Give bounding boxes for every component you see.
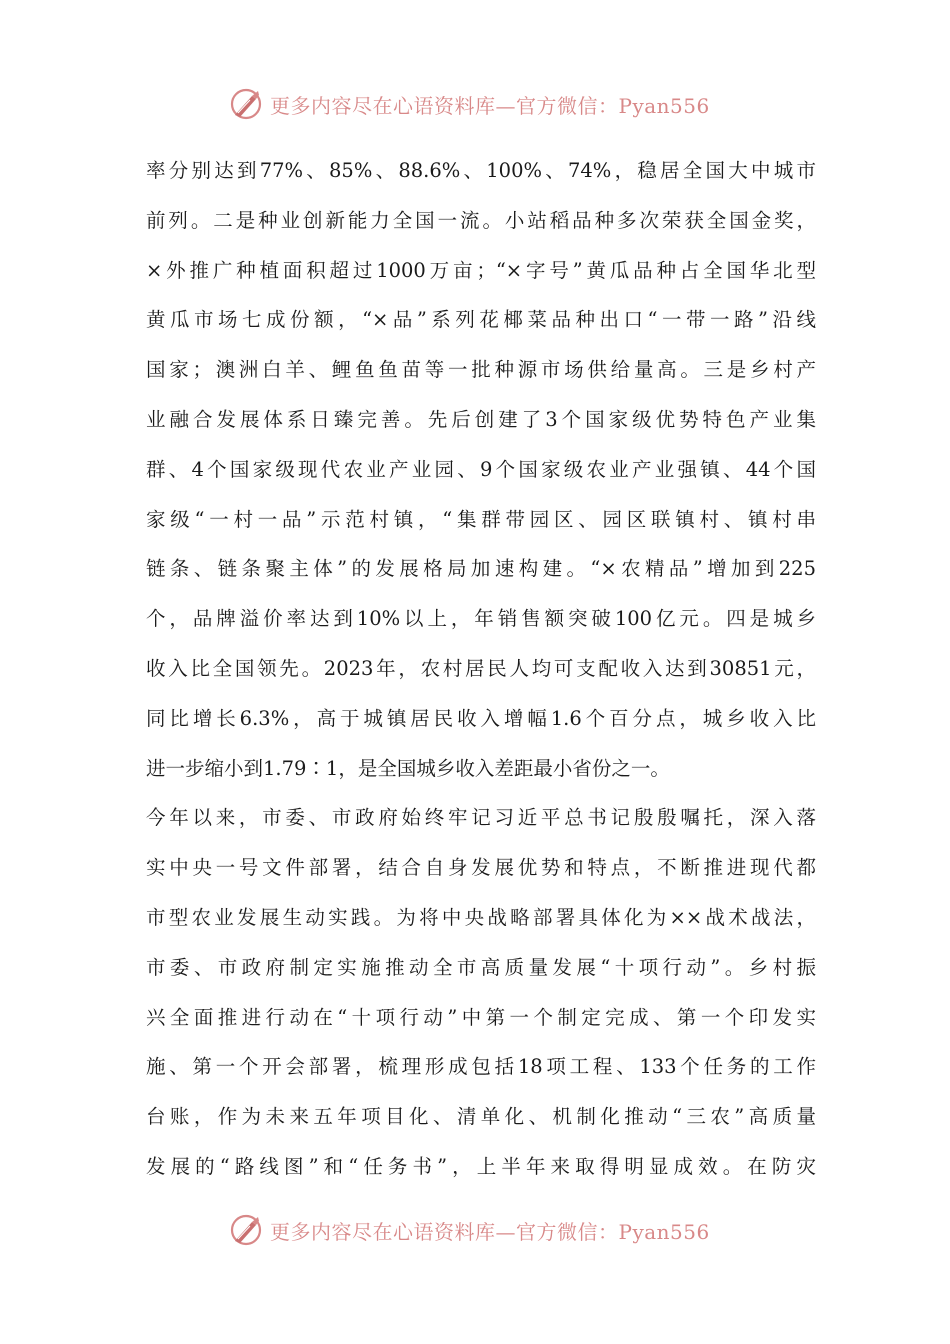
text-line: 市委、市政府制定实施推动全市高质量发展“十项行动”。乡村振	[146, 955, 816, 979]
text-line: ×外推广种植面积超过1000万亩；“×字号”黄瓜品种占全国华北型	[146, 258, 816, 282]
text-line: 业融合发展体系日臻完善。先后创建了3个国家级优势特色产业集	[146, 407, 816, 431]
text-line: 前列。二是种业创新能力全国一流。小站稻品种多次荣获全国金奖，	[146, 208, 816, 232]
pen-nib-circle-icon	[228, 86, 264, 122]
text-line: 同比增长6.3%，高于城镇居民收入增幅1.6个百分点，城乡收入比	[146, 706, 816, 730]
footer-watermark	[228, 1210, 710, 1250]
text-line: 群、4个国家级现代农业产业园、9个国家级农业产业强镇、44个国	[146, 457, 816, 481]
text-line: 兴全面推进行动在“十项行动”中第一个制定完成、第一个印发实	[146, 1005, 816, 1029]
text-line: 进一步缩小到1.79∶1，是全国城乡收入差距最小省份之一。	[146, 756, 670, 780]
text-line: 实中央一号文件部署，结合自身发展优势和特点，不断推进现代都	[146, 856, 816, 880]
footer-watermark-text: 更多内容尽在心语资料库—官方微信：Pyan556	[270, 1219, 710, 1244]
text-line: 今年以来，市委、市政府始终牢记习近平总书记殷殷嘱托，深入落	[146, 806, 816, 830]
text-line: 率分别达到77%、85%、88.6%、100%、74%，稳居全国大中城市	[146, 159, 816, 182]
text-line: 个，品牌溢价率达到10%以上，年销售额突破100亿元。四是城乡	[146, 607, 816, 631]
document-body	[146, 146, 816, 1192]
text-line: 黄瓜市场七成份额，“×品”系列花椰菜品种出口“一带一路”沿线	[146, 308, 816, 332]
text-line: 发展的“路线图”和“任务书”，上半年来取得明显成效。在防灾	[146, 1154, 816, 1178]
pen-nib-circle-icon	[228, 1212, 264, 1248]
header-watermark	[228, 84, 710, 124]
text-line: 施、第一个开会部署，梳理形成包括18项工程、133个任务的工作	[146, 1055, 816, 1079]
text-line: 家级“一村一品”示范村镇，“集群带园区、园区联镇村、镇村串	[146, 507, 816, 531]
header-watermark-text: 更多内容尽在心语资料库—官方微信：Pyan556	[270, 93, 710, 118]
text-line: 收入比全国领先。2023年，农村居民人均可支配收入达到30851元，	[146, 656, 816, 680]
text-line: 国家；澳洲白羊、鲤鱼鱼苗等一批种源市场供给量高。三是乡村产	[146, 358, 816, 382]
text-line: 台账，作为未来五年项目化、清单化、机制化推动“三农”高质量	[146, 1105, 816, 1129]
text-line: 链条、链条聚主体”的发展格局加速构建。“×农精品”增加到225	[146, 557, 816, 581]
text-line: 市型农业发展生动实践。为将中央战略部署具体化为××战术战法，	[146, 905, 816, 929]
